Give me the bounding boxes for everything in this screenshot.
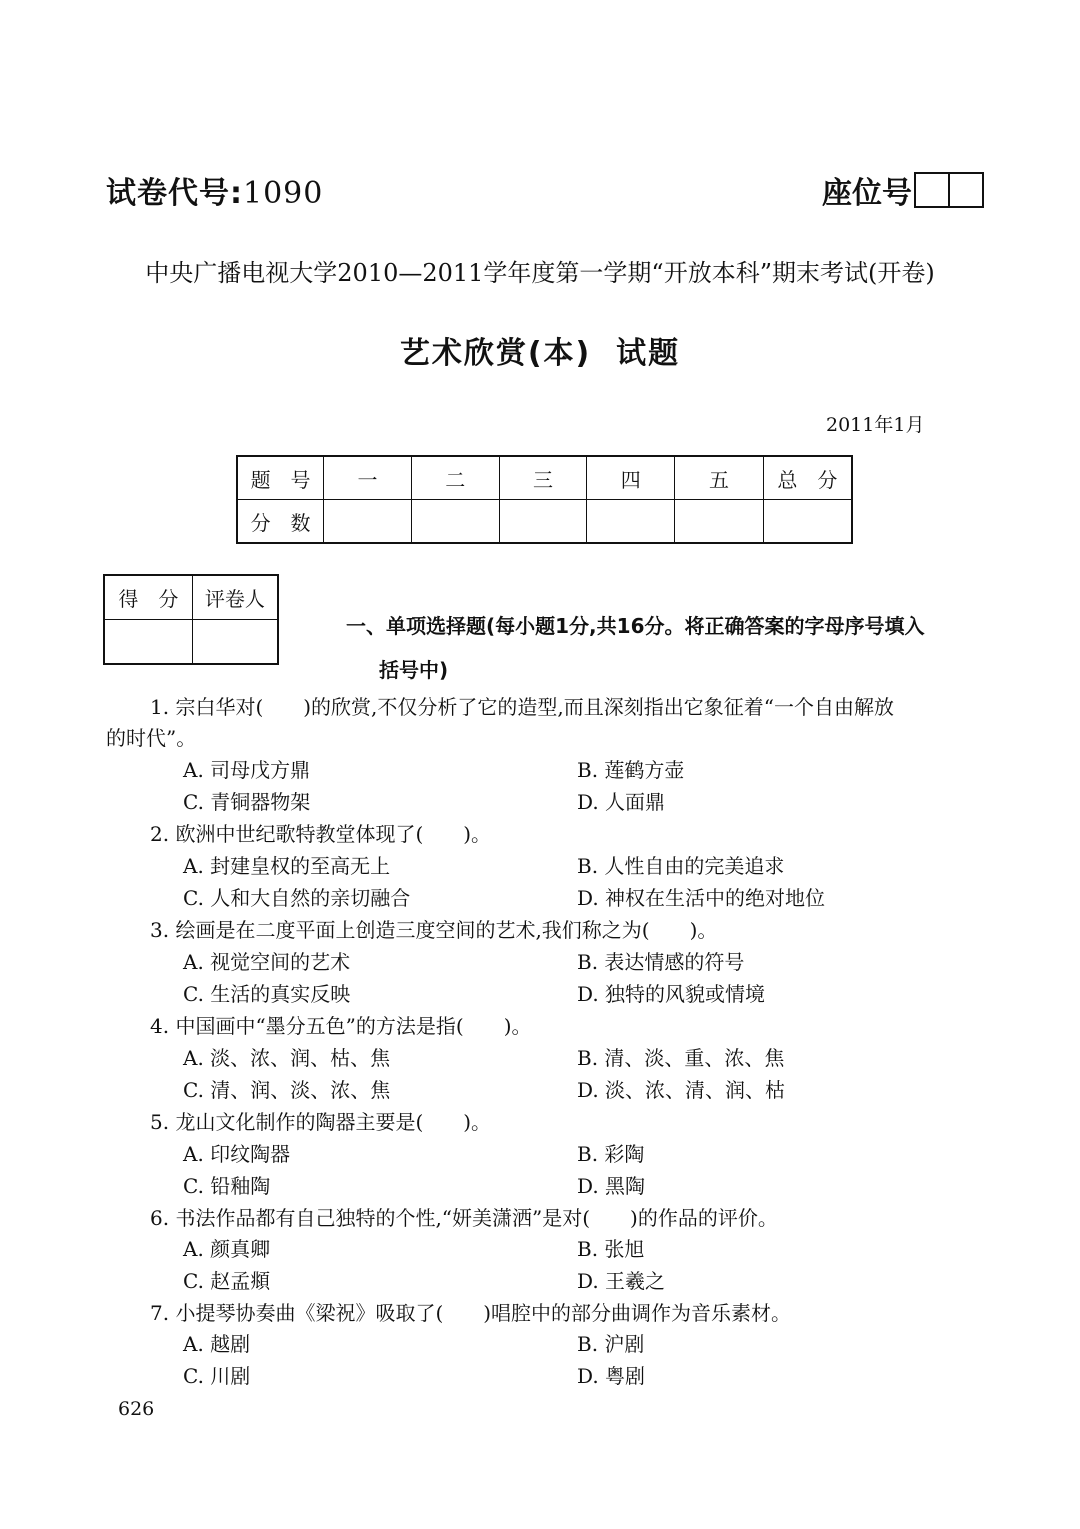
question-option[interactable]: B. 张旭 xyxy=(577,1237,645,1261)
question-option[interactable]: A. 司母戊方鼎 xyxy=(183,758,311,782)
grader-table-header-row xyxy=(104,575,278,620)
question-option[interactable]: B. 莲鹤方壶 xyxy=(577,758,685,782)
score-table-cell: 分 数 xyxy=(237,500,324,544)
grader-table-input-row xyxy=(104,620,278,665)
seat-number-boxes xyxy=(914,172,984,208)
score-table-cell: 一 xyxy=(324,456,412,500)
paper-code xyxy=(106,168,323,212)
question-option[interactable]: D. 神权在生活中的绝对地位 xyxy=(577,886,826,910)
page-number: 626 xyxy=(118,1398,155,1420)
score-table-score-row xyxy=(237,500,852,544)
section-heading xyxy=(346,604,996,692)
exam-date: 2011年1月 xyxy=(826,414,925,436)
exam-subtitle: 中央广播电视大学2010—2011学年度第一学期“开放本科”期末考试(开卷) xyxy=(145,259,935,287)
score-table-cell: 题 号 xyxy=(237,456,324,500)
question-option[interactable]: A. 视觉空间的艺术 xyxy=(183,950,351,974)
grader-table xyxy=(103,574,279,665)
seat-number-label: 座位号 xyxy=(822,176,912,211)
question-option[interactable]: B. 彩陶 xyxy=(577,1142,645,1166)
score-input-cell[interactable] xyxy=(411,500,499,544)
question-stem: 6. 书法作品都有自己独特的个性,“妍美潇洒”是对( )的作品的评价。 xyxy=(150,1206,778,1230)
score-input-cell[interactable] xyxy=(763,500,852,544)
section-heading-line2: 括号中) xyxy=(379,658,449,682)
score-input-cell[interactable] xyxy=(499,500,587,544)
question-option[interactable]: A. 颜真卿 xyxy=(183,1237,271,1261)
question-stem: 7. 小提琴协奏曲《梁祝》吸取了( )唱腔中的部分曲调作为音乐素材。 xyxy=(150,1301,792,1325)
score-table-cell: 二 xyxy=(411,456,499,500)
question-option[interactable]: D. 淡、浓、清、润、枯 xyxy=(577,1078,786,1102)
score-table-header-row xyxy=(237,456,852,500)
grader-table-cell: 评卷人 xyxy=(192,575,278,620)
question-stem: 2. 欧洲中世纪歌特教堂体现了( )。 xyxy=(150,822,492,846)
grader-table-cell: 得 分 xyxy=(104,575,192,620)
exam-title: 艺术欣赏(本) 试题 xyxy=(399,336,681,371)
section-heading-line1: 一、单项选择题(每小题1分,共16分。将正确答案的字母序号填入 xyxy=(346,614,925,638)
score-table-cell: 总 分 xyxy=(763,456,852,500)
score-table-cell: 三 xyxy=(499,456,587,500)
question-option[interactable]: D. 粤剧 xyxy=(577,1364,646,1388)
question-stem: 3. 绘画是在二度平面上创造三度空间的艺术,我们称之为( )。 xyxy=(150,918,718,942)
question-option[interactable]: D. 人面鼎 xyxy=(577,790,666,814)
question-option[interactable]: A. 淡、浓、润、枯、焦 xyxy=(183,1046,391,1070)
question-option[interactable]: C. 人和大自然的亲切融合 xyxy=(183,886,411,910)
question-option[interactable]: D. 黑陶 xyxy=(577,1174,646,1198)
paper-code-number: 1090 xyxy=(243,176,324,211)
question-option[interactable]: B. 人性自由的完美追求 xyxy=(577,854,785,878)
question-option[interactable]: D. 独特的风貌或情境 xyxy=(577,982,766,1006)
score-input-cell[interactable] xyxy=(587,500,675,544)
question-stem: 4. 中国画中“墨分五色”的方法是指( )。 xyxy=(150,1014,532,1038)
grader-input-cell[interactable] xyxy=(104,620,192,665)
score-table-cell: 五 xyxy=(675,456,764,500)
question-stem: 5. 龙山文化制作的陶器主要是( )。 xyxy=(150,1110,492,1134)
score-input-cell[interactable] xyxy=(324,500,412,544)
seat-number xyxy=(822,168,984,212)
score-table xyxy=(236,455,853,544)
seat-box xyxy=(914,172,950,208)
question-option[interactable]: B. 表达情感的符号 xyxy=(577,950,745,974)
score-input-cell[interactable] xyxy=(675,500,764,544)
question-option[interactable]: D. 王羲之 xyxy=(577,1269,666,1293)
question-option[interactable]: C. 青铜器物架 xyxy=(183,790,311,814)
grader-input-cell[interactable] xyxy=(192,620,278,665)
question-option[interactable]: A. 印纹陶器 xyxy=(183,1142,291,1166)
paper-code-label: 试卷代号: xyxy=(106,176,243,211)
question-option[interactable]: C. 生活的真实反映 xyxy=(183,982,351,1006)
question-option[interactable]: A. 越剧 xyxy=(183,1332,251,1356)
question-option[interactable]: B. 清、淡、重、浓、焦 xyxy=(577,1046,785,1070)
question-stem-cont: 的时代”。 xyxy=(106,726,197,750)
question-option[interactable]: B. 沪剧 xyxy=(577,1332,645,1356)
question-option[interactable]: C. 川剧 xyxy=(183,1364,251,1388)
score-table-cell: 四 xyxy=(587,456,675,500)
question-option[interactable]: C. 赵孟頫 xyxy=(183,1269,271,1293)
question-option[interactable]: C. 铅釉陶 xyxy=(183,1174,271,1198)
question-stem: 1. 宗白华对( )的欣赏,不仅分析了它的造型,而且深刻指出它象征着“一个自由解放 xyxy=(150,695,894,719)
question-option[interactable]: A. 封建皇权的至高无上 xyxy=(183,854,391,878)
seat-box xyxy=(950,172,984,208)
question-option[interactable]: C. 清、润、淡、浓、焦 xyxy=(183,1078,391,1102)
